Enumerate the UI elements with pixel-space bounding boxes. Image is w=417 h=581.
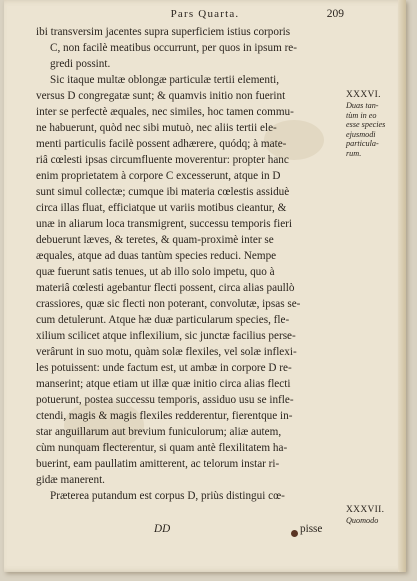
margin-note-xxxvii bbox=[346, 505, 404, 526]
signature-mark: DD bbox=[154, 523, 171, 535]
text-line: materiâ cœlesti agebantur flecti possent, circa alias paullò bbox=[36, 282, 295, 294]
text-line: ibi transversim jacentes supra superficiem istius corporis bbox=[36, 26, 291, 38]
text-line: buerint, eam paullatim amitterent, ac telorum instar ri- bbox=[36, 458, 280, 470]
running-header bbox=[4, 8, 406, 22]
text-line: inter se perfectè æquales, nec similes, hoc tamen commu- bbox=[36, 106, 294, 118]
text-line: les potuissent: unde factum est, ut ambæ in corpore D re- bbox=[36, 362, 292, 374]
text-line: sunt simul collectæ; cumque ibi materia cœlestis assiduè bbox=[36, 186, 290, 198]
text-line: ne habuerunt, quòd nec sibi mutuò, nec aliis tertii ele- bbox=[36, 122, 277, 134]
text-line: enim proprietatem à corpore C excesserunt, atque in D bbox=[36, 170, 281, 182]
margin-note-number: XXXVII. bbox=[346, 505, 385, 515]
margin-note-line: Duas tan- bbox=[346, 101, 379, 110]
ink-blot bbox=[291, 530, 298, 537]
text-line: gredi possint. bbox=[50, 58, 111, 70]
text-line: cum detulerunt. Atque hæ duæ particularum species, fle- bbox=[36, 314, 290, 326]
text-line: gidæ manerent. bbox=[36, 474, 105, 486]
text-line: star anguillarum aut brevium funiculorum; aliæ autem, bbox=[36, 426, 282, 438]
text-line: æquales, atque ad duas tantùm species reduci. Nempe bbox=[36, 250, 277, 262]
page-edge bbox=[398, 0, 406, 572]
text-line: circa illas fluat, efficiatque ut variis motibus cieantur, & bbox=[36, 202, 287, 214]
book-page bbox=[4, 0, 406, 572]
page-number: 209 bbox=[326, 8, 344, 20]
running-title: Pars Quarta. bbox=[170, 8, 240, 20]
text-line: ctendi, magis & magis flexiles redderentur, fierentque in- bbox=[36, 410, 293, 422]
paragraph-start-line: Præterea putandum est corpus D, priùs distingui cœ- bbox=[50, 490, 285, 502]
text-line: unæ in aliarum loca transmigrent, successu temporis fieri bbox=[36, 218, 293, 230]
margin-note-line: esse species bbox=[346, 120, 386, 129]
text-line: cùm nunquam flecterentur, si quam antè flexilitatem ha- bbox=[36, 442, 288, 454]
text-line: potuerunt, postea successu temporis, assiduo usu se infle- bbox=[36, 394, 294, 406]
text-line: quæ fuerunt satis tenues, ut ab illo solo impetu, quo à bbox=[36, 266, 275, 278]
text-line: menti particulis facilè possent adhærere, quódq; à mate- bbox=[36, 138, 287, 150]
margin-note-line: ejusmodi bbox=[346, 129, 376, 139]
text-line: riâ cœlesti ipsas circumfluente moverentur: propter hanc bbox=[36, 154, 289, 166]
text-line: versus D congregatæ sunt; & quamvis initio non fuerint bbox=[36, 90, 286, 102]
catchword: pisse bbox=[300, 523, 323, 535]
text-line: debuerunt læves, & teretes, & quam-proximè inter se bbox=[36, 234, 274, 246]
margin-note-xxxvi bbox=[346, 90, 404, 158]
text-line: crassiores, quæ sic flecti non poterant, convolutæ, ipsas se- bbox=[36, 298, 301, 310]
margin-note-line: Quomodo bbox=[346, 516, 379, 525]
paragraph-start-line: Sic itaque multæ oblongæ particulæ tertii elementi, bbox=[50, 74, 279, 86]
margin-note-number: XXXVI. bbox=[346, 90, 381, 100]
margin-note-line: tùm in eo bbox=[346, 110, 377, 120]
margin-note-line: rum. bbox=[346, 148, 362, 158]
text-line: xilium scilicet atque inflexilium, sic junctæ facilius perse- bbox=[36, 330, 296, 342]
text-line: verârunt in suo motu, quàm solæ flexiles, vel solæ inflexi- bbox=[36, 346, 297, 358]
main-text bbox=[36, 24, 340, 504]
text-line: manserint; atque etiam ut illæ quæ initio circa alias flecti bbox=[36, 378, 291, 390]
margin-note-line: particula- bbox=[346, 139, 379, 148]
text-line: C, non facilè meatibus occurrunt, per quos in ipsum re- bbox=[50, 42, 297, 54]
